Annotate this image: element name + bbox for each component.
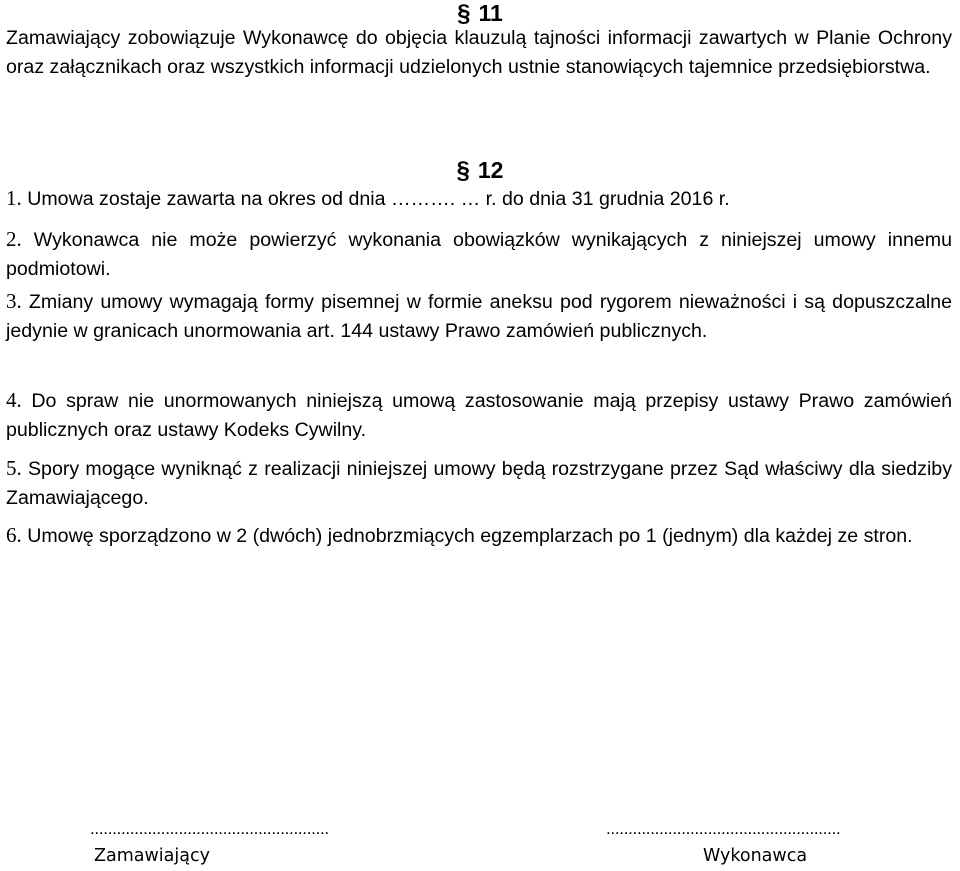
signature-label-zamawiajacy: Zamawiający [94, 846, 210, 866]
signature-label-wykonawca: Wykonawca [703, 846, 808, 866]
point-2 [6, 225, 952, 284]
point-3 [6, 287, 952, 346]
section-11-heading [0, 0, 960, 27]
point-number: 1. [6, 186, 22, 210]
point-text: Do spraw nie unormowanych niniejszą umową zastosowanie mają przepisy ustawy Prawo zamówień publicznych oraz ustawy Kodeks Cywilny. [6, 390, 952, 441]
point-1 [6, 184, 952, 214]
section-symbol: § [456, 157, 470, 184]
section-12-heading [0, 157, 960, 184]
point-number: 2. [6, 227, 22, 251]
signature-line-zamawiajacy: ...................................................... [90, 819, 329, 838]
point-text: Wykonawca nie może powierzyć wykonania obowiązków wynikających z niniejszej umowy innemu podmiotowi. [6, 229, 952, 280]
point-number: 6. [6, 523, 22, 547]
point-6 [6, 521, 952, 551]
point-number: 5. [6, 456, 22, 480]
signature-line-wykonawca: ..................................................... [606, 819, 841, 838]
point-text: Umowa zostaje zawarta na okres od dnia ………. … r. do dnia 31 grudnia 2016 r. [21, 188, 730, 210]
point-5 [6, 454, 952, 513]
point-4 [6, 386, 952, 445]
section-number: 12 [477, 157, 504, 183]
section-symbol: § [457, 0, 471, 27]
point-text: Umowę sporządzono w 2 (dwóch) jednobrzmiących egzemplarzach po 1 (jednym) dla każdej ze stron. [21, 525, 913, 547]
confidentiality-clause: Zamawiający zobowiązuje Wykonawcę do objęcia klauzulą tajności informacji zawartych w Planie Ochrony oraz załącznikach oraz wszystkich informacji udzielonych ustnie stanowiących tajemnice przedsiębiorstwa. [6, 27, 952, 78]
point-number: 3. [6, 289, 22, 313]
point-text: Zmiany umowy wymagają formy pisemnej w formie aneksu pod rygorem nieważności i są dopuszczalne jedynie w granicach unormowania art. 144 ustawy Prawo zamówień publicznych. [6, 291, 952, 342]
point-number: 4. [6, 388, 22, 412]
point-text: Spory mogące wyniknąć z realizacji niniejszej umowy będą rozstrzygane przez Sąd właściwy dla siedziby Zamawiającego. [6, 458, 952, 509]
section-number: 11 [478, 0, 503, 26]
